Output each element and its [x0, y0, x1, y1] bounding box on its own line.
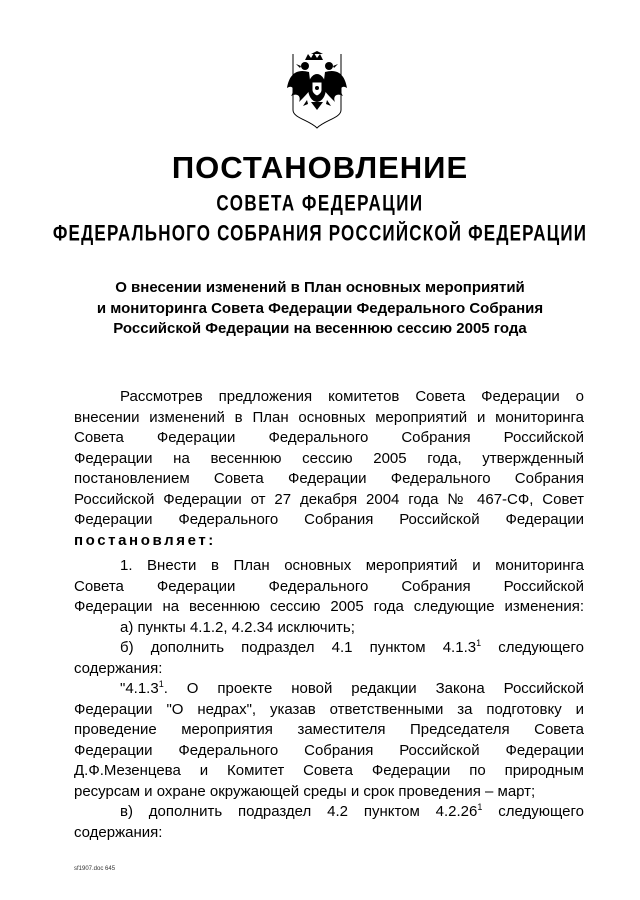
text-line: Совета Федерации Федерального Собрания Российской: [74, 577, 584, 595]
text-line: постановлением Совета Федерации Федерального Собрания: [74, 470, 584, 487]
item-b: б) дополнить подраздел 4.1 пунктом 4.1.3$^1$ следующего: [120, 638, 584, 656]
quoted-item: "4.1.3$^1$. О проекте новой редакции Закона Российской: [120, 679, 584, 697]
text-line: Д.Ф.Мезенцева и Комитет Совета Федерации по природным: [74, 762, 584, 779]
subject-line: и мониторинга Совета Федерации Федерального Собрания: [96, 299, 544, 317]
issuer-title: СОВЕТА ФЕДЕРАЦИИ: [216, 191, 424, 216]
text-line: Рассмотрев предложения комитетов Совета Федерации о: [120, 388, 584, 405]
item-a: а) пункты 4.1.2, 4.2.34 исключить;: [120, 618, 355, 636]
resolution-word: постановляет:: [74, 531, 216, 549]
item-1-paragraph: [74, 556, 584, 843]
text-line: содержания:: [74, 659, 163, 677]
text-line: ресурсам и охране окружающей среды и срок проведения – март;: [74, 782, 536, 800]
double-headed-eagle-emblem-icon: [285, 50, 349, 130]
text-line: проведение мероприятия заместителя Председателя Совета: [74, 721, 584, 738]
text-line: внесении изменений в План основных мероприятий и мониторинга: [74, 408, 584, 426]
subject-line: О внесении изменений в План основных мероприятий: [115, 279, 525, 296]
text-line: Федерации Федерального Собрания Российской Федерации: [74, 741, 584, 759]
document-subject: [60, 278, 580, 340]
item-v: в) дополнить подраздел 4.2 пунктом 4.2.26$^1$ следующего: [120, 802, 584, 820]
text-line: Российской Федерации от 27 декабря 2004 года № 467-СФ, Совет: [74, 490, 584, 508]
text-line: Федерации на весеннюю сессию 2005 года, утвержденный: [74, 449, 584, 467]
preamble-paragraph: [74, 387, 584, 551]
issuer-subtitle: ФЕДЕРАЛЬНОГО СОБРАНИЯ РОССИЙСКОЙ ФЕДЕРАЦИИ: [52, 221, 588, 246]
document-type-title: ПОСТАНОВЛЕНИЕ: [171, 150, 469, 185]
text-line: содержания:: [74, 823, 163, 841]
file-code: sf1907.doc 645: [74, 866, 116, 872]
subject-line: Российской Федерации на весеннюю сессию 2005 года: [113, 320, 527, 337]
text-line: Федерации на весеннюю сессию 2005 года следующие изменения:: [74, 598, 584, 615]
text-line: Совета Федерации Федерального Собрания Российской: [74, 429, 584, 446]
text-line: 1. Внести в План основных мероприятий и мониторинга: [120, 557, 584, 574]
text-line: Федерации Федерального Собрания Российской Федерации: [74, 511, 584, 528]
text-line: Федерации "О недрах", указав ответственными за подготовку и: [74, 700, 584, 718]
